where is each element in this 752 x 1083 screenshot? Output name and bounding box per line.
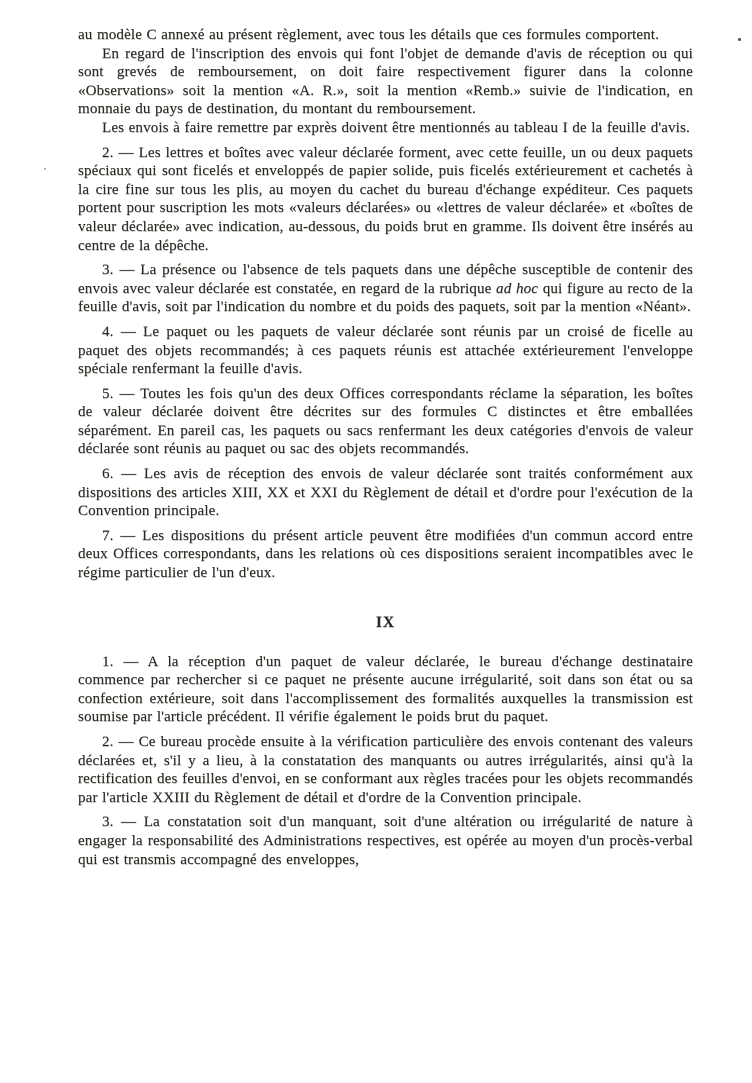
paragraph-text: 2. — Les lettres et boîtes avec valeur déclarée forment, avec cette feuille, un ou deux paquets spéciaux qui sont ficelés et enveloppés de papier solide, puis ficelés extérieurement et cachetés à la cire fine sur tous les plis, au moyen du cachet du bureau d'échange expéditeur. Ces paquets portent pour suscription les mots «valeurs déclarées» ou «lettres de valeur déclarée» et «boîtes de valeur déclarée» avec indication, au-dessous, du poids brut en gramme. Ils doivent être insérés au centre de la dépêche. <box>78 144 693 254</box>
paragraph-text: Les envois à faire remettre par exprès doivent être mentionnés au tableau I de la feuille d'avis. <box>102 119 690 136</box>
paragraph-text: au modèle C annexé au présent règlement, avec tous les détails que ces formules comportent. <box>78 27 660 43</box>
section-heading: IX <box>375 613 396 631</box>
paragraph-text: 6. — Les avis de réception des envois de valeur déclarée sont traités conformément aux dispositions des articles XIII, XX et XXI du Règlement de détail et d'ordre pour l'exécution de la Convention principale. <box>78 466 693 520</box>
scan-speck <box>338 700 340 702</box>
paragraph <box>78 119 693 138</box>
paragraph-text-italic: ad hoc <box>496 280 539 297</box>
paragraph-text: 3. — La constatation soit d'un manquant, soit d'une altération ou irrégularité de nature à engager la responsabilité des Administrations respectives, est opérée au moyen d'un procès-verbal qui est transmis accompagné des enveloppes, <box>78 814 693 868</box>
paragraph-text: 1. — A la réception d'un paquet de valeur déclarée, le bureau d'échange destinataire commence par rechercher si ce paquet ne présente aucune irrégularité, soit dans son état ou sa confection extérieure, soit dans l'accomplissement des formalités auxquelles la transmission est soumise par l'article précédent. Il vérifie également le poids brut du paquet. <box>78 653 693 726</box>
paragraph <box>78 733 693 807</box>
paragraph <box>78 653 693 727</box>
paragraph-text: 2. — Ce bureau procède ensuite à la vérification particulière des envois contenant des valeurs déclarées et, s'il y a lieu, à la constatation des manquants ou autres irrégularités, ainsi qu'à la rectification des feuilles d'envoi, en se conformant aux règles tracées pour les objets recommandés par l'article XXIII du Règlement de détail et d'ordre de la Convention principale. <box>78 734 693 806</box>
paragraph-text: 4. — Le paquet ou les paquets de valeur déclarée sont réunis par un croisé de ficelle au paquet des objets recommandés; à ces paquets réunis est attachée extérieurement l'enveloppe spéciale renfermant la feuille d'avis. <box>78 323 693 378</box>
paragraph-text: 5. — Toutes les fois qu'un des deux Offices correspondants réclame la séparation, les boîtes de valeur déclarée doivent être décrites sur des formules C distinctes et être emballées séparément. En pareil cas, les paquets ou sacs renfermant les deux catégories d'envois de valeur déclarée sont réunis au paquet ou sac des objets recommandés. <box>78 385 693 458</box>
paragraph <box>78 144 693 256</box>
text-block <box>78 26 693 869</box>
paragraph <box>78 465 693 521</box>
paragraph-text: 7. — Les dispositions du présent article peuvent être modifiées d'un commun accord entre deux Offices correspondants, dans les relations où ces dispositions seraient incompatibles avec le régime particulier de l'un d'eux. <box>78 527 693 582</box>
paragraph-text: En regard de l'inscription des envois qui font l'objet de demande d'avis de réception ou qui sont grevés de remboursement, on doit faire respectivement figurer dans la colonne «Observations» soit la mention «A. R.», soit la mention «Remb.» suivie de l'indication, en monnaie du pays de destination, du montant du remboursement. <box>78 45 693 118</box>
paragraph <box>78 261 693 317</box>
paragraph-text: qui figure au recto de la feuille d'avis, soit par l'indication du nombre et du poids des paquets, soit par la mention «Néant». <box>78 280 693 316</box>
paragraph <box>78 45 693 119</box>
paragraph <box>78 813 693 869</box>
scan-speck <box>44 168 46 170</box>
paragraph-text: 3. — La présence ou l'absence de tels paquets dans une dépêche susceptible de contenir des envois avec valeur déclarée est constatée, en regard de la rubrique <box>78 262 693 297</box>
scan-speck <box>738 38 741 41</box>
paragraph <box>78 527 693 583</box>
paragraph <box>78 385 693 459</box>
paragraph <box>78 323 693 379</box>
paragraph <box>78 26 693 45</box>
